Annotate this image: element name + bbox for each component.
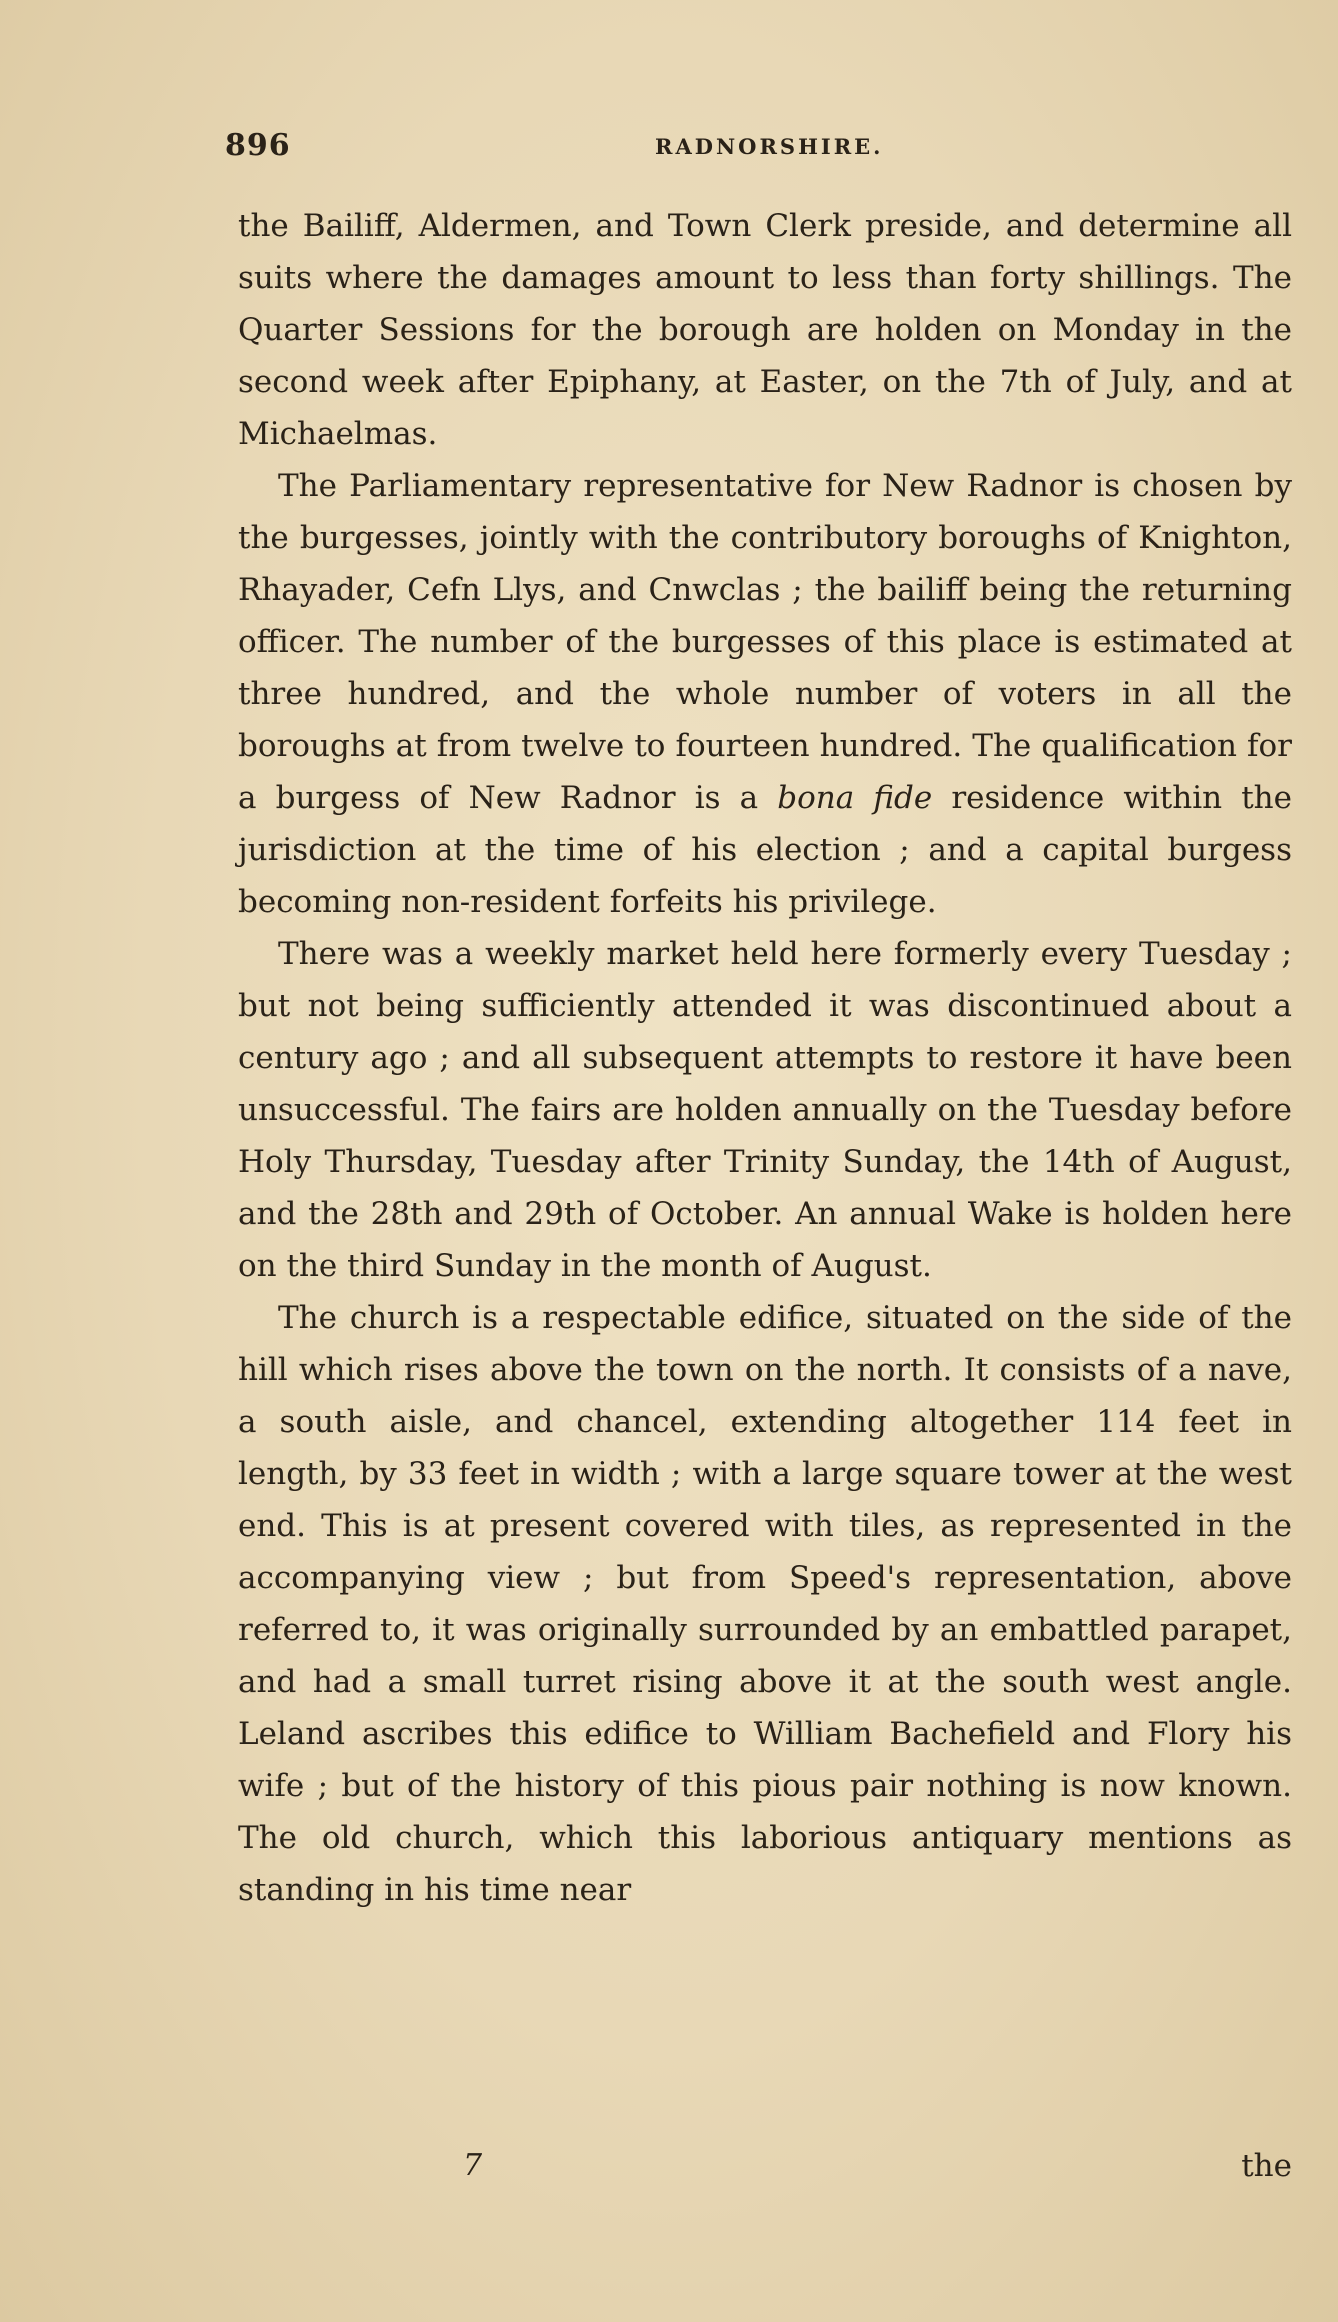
page-header <box>225 128 1295 168</box>
catchword: the <box>1241 2148 1292 2184</box>
italic-phrase: bona fide <box>777 780 933 816</box>
paragraph-church: The church is a respectable edifice, situated on the side of the hill which rises above the town on the north. It consists of a nave, a south aisle, and chancel, extending altogether 114 feet in length, by 33 feet in width ; with a large square tower at the west end. This is at present covered with tiles, as represented in the accompanying view ; but from Speed's representation, above referred to, it was originally surrounded by an embattled parapet, and had a small turret rising above it at the south west angle. Leland ascribes this edifice to William Bachefield and Flory his wife ; but of the history of this pious pair nothing is now known. The old church, which this laborious antiquary mentions as standing in his time near <box>238 1300 1292 1908</box>
paragraph-text: The Parliamentary representative for New Radnor is chosen by the burgesses, jointly with the contributory boroughs of Knighton, Rhayader, Cefn Llys, and Cnwclas ; the bailiff being the returning officer. The number of the burgesses of this place is estimated at three hundred, and the whole number of voters in all the boroughs at from twelve to fourteen hundred. The qualification for a burgess of New Radnor is a <box>238 468 1292 816</box>
paragraph-text: residence within the jurisdiction at the time of his election ; and a capital burgess becoming non-resident forfeits his privilege. <box>238 780 1292 920</box>
signature-mark: 7 <box>463 2148 483 2183</box>
paragraph-market-and-fairs: There was a weekly market held here formerly every Tuesday ; but not being sufficiently attended it was discontinued about a century ago ; and all subsequent attempts to restore it have been unsuccessful. The fairs are holden annually on the Tuesday before Holy Thursday, Tuesday after Trinity Sunday, the 14th of August, and the 28th and 29th of October. An annual Wake is holden here on the third Sunday in the month of August. <box>238 936 1292 1284</box>
paragraph-parliamentary-representation <box>238 460 1292 928</box>
body-text <box>238 200 1292 1916</box>
page-footer <box>238 2148 1292 2198</box>
paragraph-courts: the Bailiff, Aldermen, and Town Clerk preside, and determine all suits where the damages amount to less than forty shillings. The Quarter Sessions for the borough are holden on Monday in the second week after Epiphany, at Easter, on the 7th of July, and at Michaelmas. <box>238 208 1292 452</box>
running-title: RADNORSHIRE. <box>655 134 884 159</box>
page-number: 896 <box>225 128 291 163</box>
